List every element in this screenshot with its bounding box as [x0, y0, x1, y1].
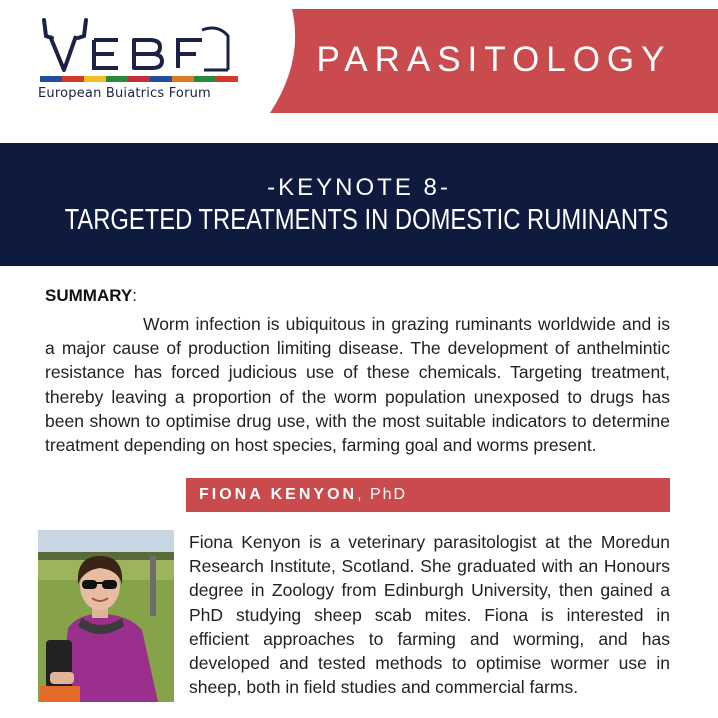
speaker-photo [38, 530, 174, 702]
speaker-name: FIONA KENYON [199, 486, 358, 503]
speaker-heading [199, 486, 407, 504]
ebf-logo-mark-icon [38, 14, 248, 86]
speaker-degree: , PhD [357, 486, 408, 503]
speaker-portrait-icon [38, 530, 174, 702]
speaker-bio: Fiona Kenyon is a veterinary parasitologist at the Moredun Research Institute, Scotland. She graduated with an Honours degree in Zoology from Edinburgh University, then gained a PhD studying sheep scab mites. Fiona is interested in efficient approaches to farming and worming, and has developed and tested methods to optimise wormer use in sheep, both in field studies and commercial farms. [189, 532, 670, 698]
summary-label: SUMMARY [45, 286, 133, 305]
section-title: PARASITOLOGY [316, 40, 672, 79]
keynote-number: -KEYNOTE 8- [267, 174, 451, 201]
summary-heading [45, 286, 137, 306]
summary-text: Worm infection is ubiquitous in grazing ruminants worldwide and is a major cause of production limiting disease. The development of anthelmintic resistance has forced judicious use of these chemicals. Targeting treatment, thereby leaving a proportion of the worm population unexposed to drugs has been shown to optimise drug use, with the most suitable indicators to determine treatment depending on host species, farming goal and worms present. [45, 314, 670, 456]
logo-text: European Buiatrics Forum [38, 86, 211, 101]
keynote-title: TARGETED TREATMENTS IN DOMESTIC RUMINANTS [64, 204, 669, 236]
summary-colon: : [132, 286, 137, 305]
ebf-logo [38, 14, 248, 106]
